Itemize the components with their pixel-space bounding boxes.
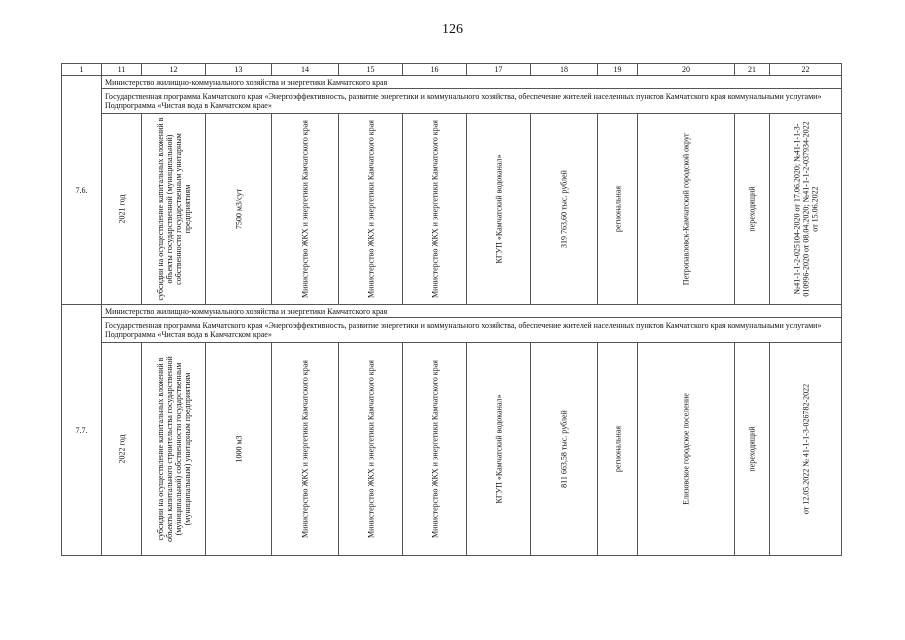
row-number: 7.7. — [62, 305, 102, 556]
header-col: 14 — [272, 64, 339, 76]
header-col: 22 — [770, 64, 842, 76]
header-col: 1 — [62, 64, 102, 76]
level-cell: региональная — [598, 343, 638, 556]
program-row — [62, 89, 842, 114]
ministry-row — [62, 305, 842, 318]
header-col: 11 — [102, 64, 142, 76]
municipality-cell: Петропавловск-Камчатский городской округ — [638, 114, 735, 305]
ministry-line: Министерство жилищно-коммунального хозяйства и энергетики Камчатского края — [102, 305, 842, 318]
header-col: 15 — [339, 64, 403, 76]
capacity-cell: 1000 м3 — [206, 343, 272, 556]
municipality-cell: Елизовское городское поселение — [638, 343, 735, 556]
row-number: 7.6. — [62, 76, 102, 305]
header-col: 17 — [467, 64, 531, 76]
ministry-cell: Министерство ЖКХ и энергетики Камчатского края — [403, 114, 467, 305]
ministry-row — [62, 76, 842, 89]
capacity-cell: 7500 м3/сут — [206, 114, 272, 305]
amount-cell: 811 663,58 тыс. рублей — [531, 343, 598, 556]
enterprise-cell: КГУП «Камчатский водоканал» — [467, 114, 531, 305]
year-cell: 2021 год — [102, 114, 142, 305]
funding-type-cell: субсидии на осуществление капитальных вложений в объекты капитального строительства государственной (муниципальной) собственности государственным (муниципальным) унитарным предприятиям — [142, 343, 206, 556]
table-row — [62, 114, 842, 305]
ministry-cell: Министерство ЖКХ и энергетики Камчатского края — [403, 343, 467, 556]
status-cell: переходящий — [735, 114, 770, 305]
amount-cell: 319 763,60 тыс. рублей — [531, 114, 598, 305]
level-cell: региональная — [598, 114, 638, 305]
program-line: Государственная программа Камчатского края «Энергоэффективность, развитие энергетики и коммунального хозяйства, обеспечение жителей населенных пунктов Камчатского края коммунальными услугами» Подпрограмма «Чистая вода в Камчатском крае» — [102, 318, 842, 343]
table-row — [62, 343, 842, 556]
ministry-cell: Министерство ЖКХ и энергетики Камчатского края — [339, 343, 403, 556]
header-col: 20 — [638, 64, 735, 76]
funding-type-cell: субсидии на осуществление капитальных вложений в объекты государственной (муниципальной) собственности государственным унитарным предприятиям — [142, 114, 206, 305]
ministry-line: Министерство жилищно-коммунального хозяйства и энергетики Камчатского края — [102, 76, 842, 89]
document-cell: №41-1-1-2-025104-2020 от 17.06.2020; №41-1-1-3-010996-2020 от 08.04.2020; №41-1-1-2-037934-2022 от 15.06.2022 — [770, 114, 842, 305]
header-col: 16 — [403, 64, 467, 76]
ministry-cell: Министерство ЖКХ и энергетики Камчатского края — [272, 343, 339, 556]
header-col: 12 — [142, 64, 206, 76]
ministry-cell: Министерство ЖКХ и энергетики Камчатского края — [272, 114, 339, 305]
register-table — [61, 63, 842, 556]
year-cell: 2022 год — [102, 343, 142, 556]
ministry-cell: Министерство ЖКХ и энергетики Камчатского края — [339, 114, 403, 305]
page-number: 126 — [442, 22, 463, 37]
header-col: 13 — [206, 64, 272, 76]
header-row — [62, 64, 842, 76]
header-col: 21 — [735, 64, 770, 76]
enterprise-cell: КГУП «Камчатский водоканал» — [467, 343, 531, 556]
status-cell: переходящий — [735, 343, 770, 556]
program-row — [62, 318, 842, 343]
header-col: 18 — [531, 64, 598, 76]
program-line: Государственная программа Камчатского края «Энергоэффективность, развитие энергетики и коммунального хозяйства, обеспечение жителей населенных пунктов Камчатского края коммунальными услугами» Подпрограмма «Чистая вода в Камчатском крае» — [102, 89, 842, 114]
header-col: 19 — [598, 64, 638, 76]
document-cell: от 12.05.2022 № 41-1-1-3-026782-2022 — [770, 343, 842, 556]
